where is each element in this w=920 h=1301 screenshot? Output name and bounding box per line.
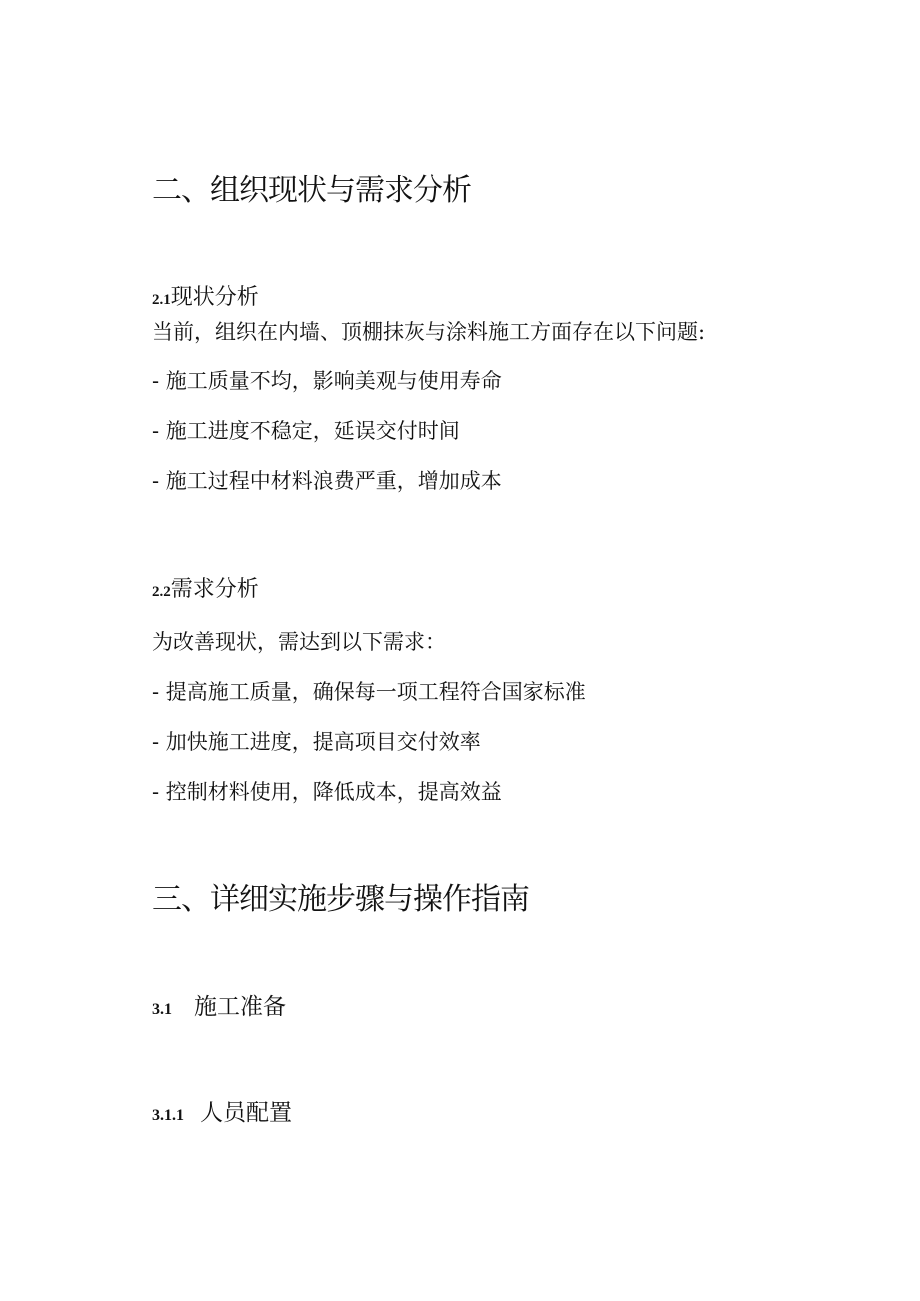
subsection-2-1-heading [152, 287, 259, 309]
subsection-3-1-title: 施工准备 [194, 994, 286, 1020]
list-item: - 加快施工进度，提高项目交付效率 [152, 730, 481, 754]
subsection-2-1-title: 现状分析 [170, 285, 259, 310]
subsection-2-1-intro: 当前，组织在内墙、顶棚抹灰与涂料施工方面存在以下问题: [152, 320, 706, 344]
subsection-2-2-title: 需求分析 [170, 577, 259, 602]
subsection-2-2-intro: 为改善现状，需达到以下需求： [152, 630, 446, 654]
list-item: - 施工进度不稳定，延误交付时间 [152, 419, 460, 443]
list-item: - 控制材料使用，降低成本，提高效益 [152, 780, 502, 804]
subsection-2-2-number: 2.2 [152, 584, 171, 600]
subsection-3-1-1-number: 3.1.1 [152, 1107, 184, 1124]
list-item: - 施工质量不均，影响美观与使用寿命 [152, 369, 502, 393]
subsection-3-1-1-title: 人员配置 [200, 1100, 292, 1126]
subsection-2-1-number: 2.1 [152, 292, 171, 308]
subsection-3-1-number: 3.1 [152, 1001, 172, 1018]
subsection-3-1-1-heading [152, 1102, 292, 1125]
section-3-heading: 三、详细实施步骤与操作指南 [152, 882, 529, 917]
section-2-heading: 二、组织现状与需求分析 [152, 173, 471, 208]
subsection-2-2-heading [152, 579, 259, 601]
subsection-3-1-heading [152, 996, 286, 1019]
list-item: - 施工过程中材料浪费严重，增加成本 [152, 469, 502, 493]
list-item: - 提高施工质量，确保每一项工程符合国家标准 [152, 680, 586, 704]
